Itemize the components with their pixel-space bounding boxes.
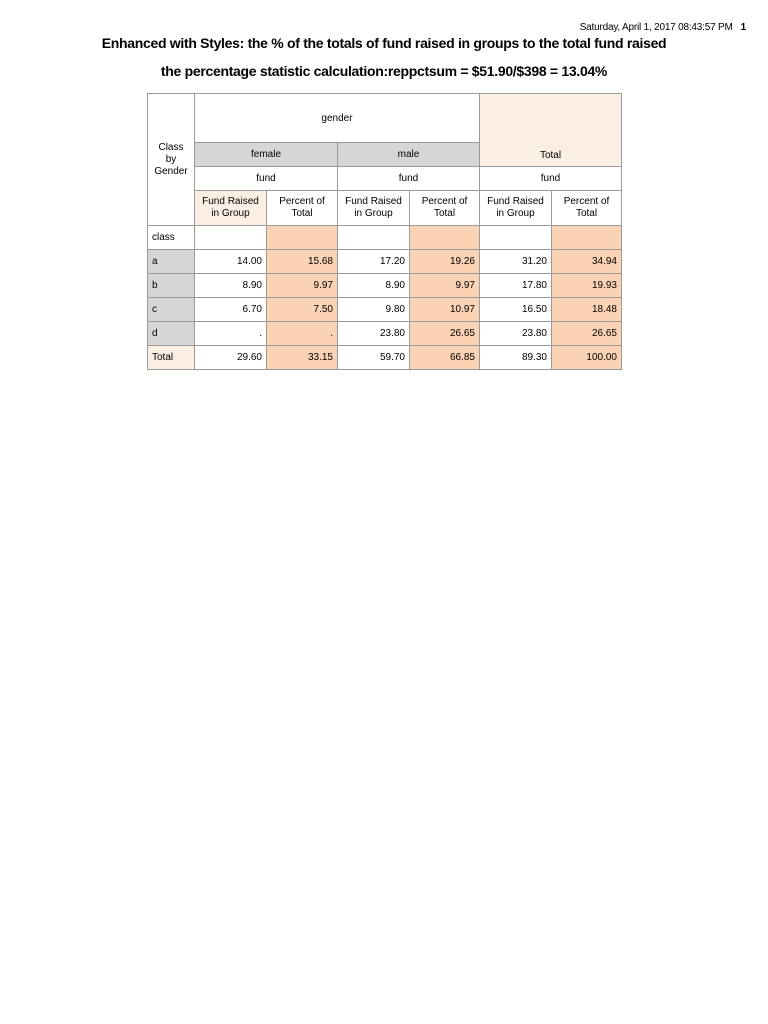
fund-cell: 89.30	[480, 346, 552, 370]
percent-cell: 34.94	[552, 250, 622, 274]
percent-cell: 7.50	[267, 298, 338, 322]
stub-header-cell	[148, 94, 195, 226]
report-title: Enhanced with Styles: the % of the totals of fund raised in groups to the total fund raised	[101, 35, 667, 51]
fund-cell: 17.20	[338, 250, 410, 274]
fund-cell: 23.80	[480, 322, 552, 346]
print-timestamp	[580, 22, 746, 33]
fund-cell: 29.60	[195, 346, 267, 370]
fund-cell: 8.90	[195, 274, 267, 298]
fund-cell: 8.90	[338, 274, 410, 298]
row-label: d	[148, 322, 195, 346]
fund-cell: 9.80	[338, 298, 410, 322]
male-fund-raised-header: Fund Raised in Group	[338, 191, 410, 226]
percent-cell: 18.48	[552, 298, 622, 322]
male-fund-header: fund	[338, 167, 480, 191]
table-row	[148, 322, 622, 346]
page-number: 1	[740, 22, 746, 33]
timestamp-text: Saturday, April 1, 2017 08:43:57 PM	[579, 22, 733, 33]
male-header: male	[338, 143, 480, 167]
table-cell	[195, 226, 267, 250]
total-fund-header: fund	[480, 167, 622, 191]
total-row	[148, 346, 622, 370]
percent-cell: 19.93	[552, 274, 622, 298]
percent-cell: 26.65	[410, 322, 480, 346]
fund-cell: 23.80	[338, 322, 410, 346]
total-row-label: Total	[148, 346, 195, 370]
percent-cell: 33.15	[267, 346, 338, 370]
male-percent-header: Percent of Total	[410, 191, 480, 226]
percent-cell: 66.85	[410, 346, 480, 370]
row-label: a	[148, 250, 195, 274]
table-cell	[338, 226, 410, 250]
fund-cell: 59.70	[338, 346, 410, 370]
total-percent-header: Percent of Total	[552, 191, 622, 226]
class-label: class	[148, 226, 195, 250]
percent-cell: 100.00	[552, 346, 622, 370]
gender-header: gender	[195, 94, 480, 143]
percent-cell: 19.26	[410, 250, 480, 274]
female-fund-raised-header: Fund Raised in Group	[195, 191, 267, 226]
percent-cell: 15.68	[267, 250, 338, 274]
fund-cell: .	[195, 322, 267, 346]
total-fund-raised-header: Fund Raised in Group	[480, 191, 552, 226]
row-label: b	[148, 274, 195, 298]
table-cell	[410, 226, 480, 250]
table-row	[148, 274, 622, 298]
percent-cell: .	[267, 322, 338, 346]
table-cell	[480, 226, 552, 250]
percent-cell: 9.97	[267, 274, 338, 298]
female-fund-header: fund	[195, 167, 338, 191]
fund-cell: 6.70	[195, 298, 267, 322]
percent-cell: 9.97	[410, 274, 480, 298]
table-row	[148, 250, 622, 274]
fund-cell: 17.80	[480, 274, 552, 298]
fund-cell: 31.20	[480, 250, 552, 274]
stub-header-text: Class by Gender	[154, 141, 188, 177]
percent-cell: 10.97	[410, 298, 480, 322]
percent-cell: 26.65	[552, 322, 622, 346]
report-subtitle: the percentage statistic calculation:reppctsum = $51.90/$398 = 13.04%	[160, 63, 608, 79]
female-percent-header: Percent of Total	[267, 191, 338, 226]
fund-cell: 16.50	[480, 298, 552, 322]
table-cell	[267, 226, 338, 250]
row-label: c	[148, 298, 195, 322]
table-row	[148, 298, 622, 322]
fund-cell: 14.00	[195, 250, 267, 274]
table-cell	[552, 226, 622, 250]
report-table	[147, 93, 622, 370]
total-group-header: Total	[480, 94, 622, 167]
female-header: female	[195, 143, 338, 167]
